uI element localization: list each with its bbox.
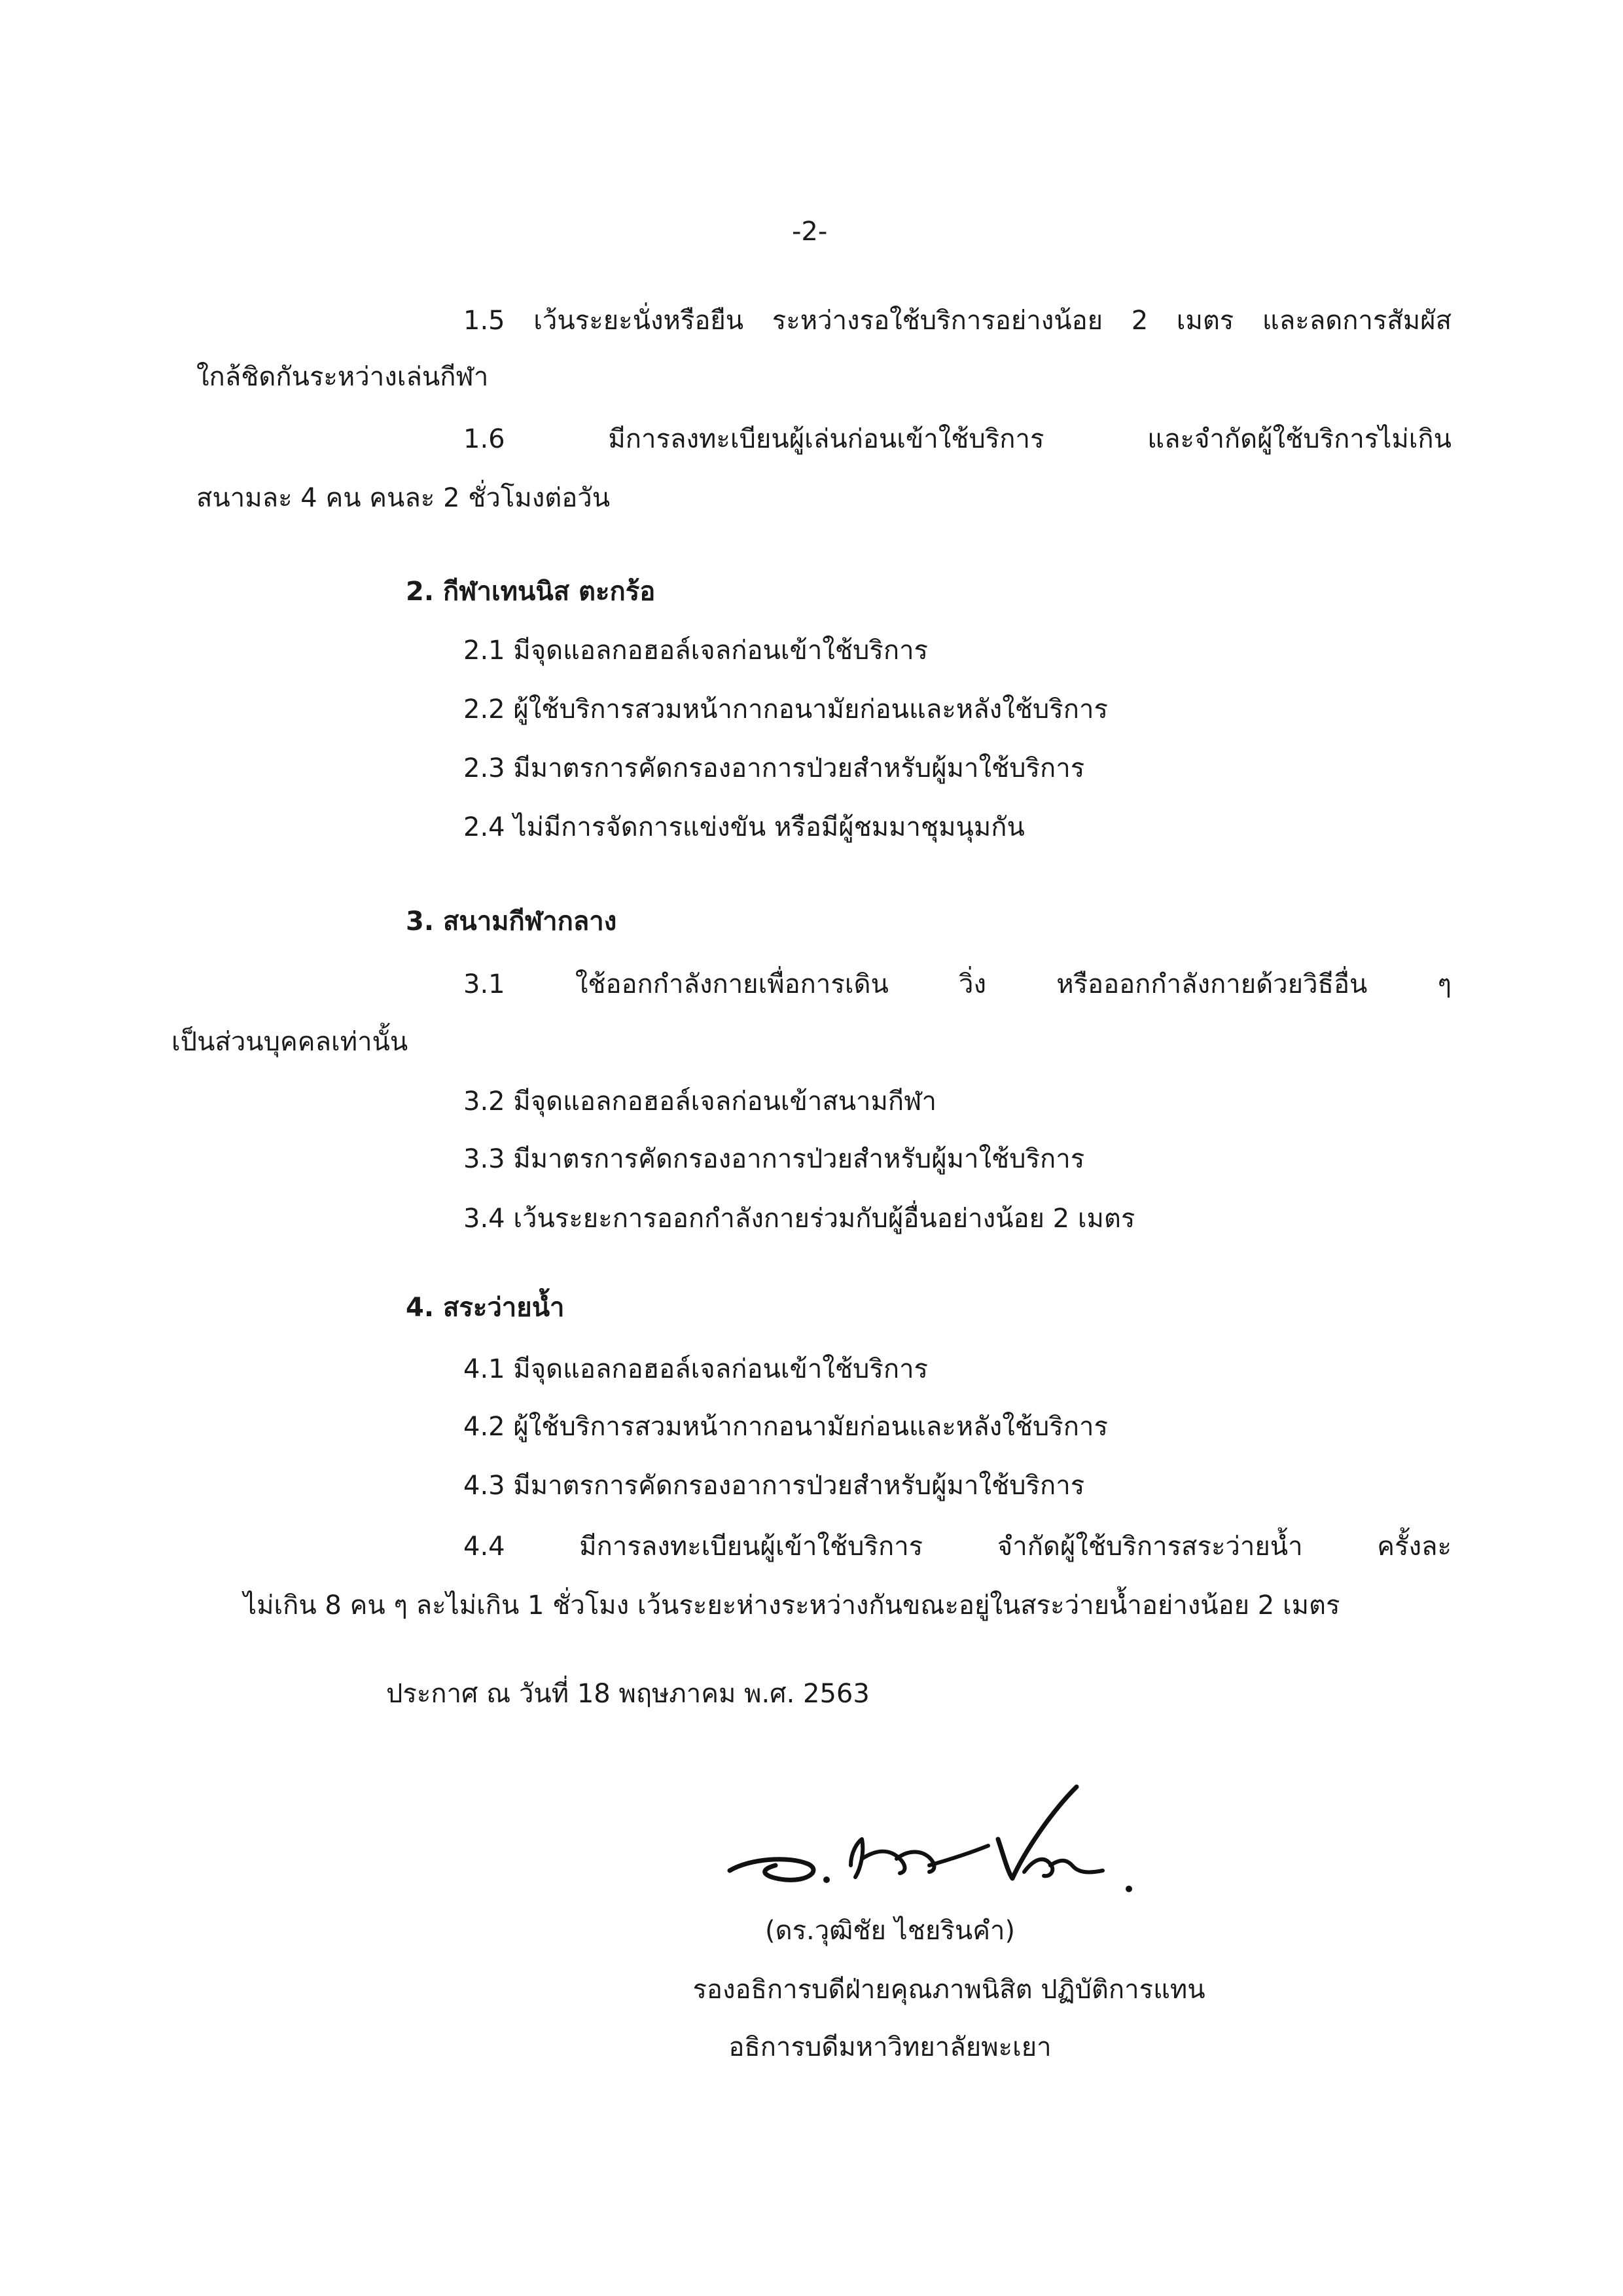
item-3-1-line-1: 3.1 ใช้ออกกำลังกายเพื่อการเดิน วิ่ง หรือออกกำลังกายด้วยวิธีอื่น ๆ xyxy=(463,969,1452,999)
item-3-2: 3.2 มีจุดแอลกอฮอล์เจลก่อนเข้าสนามกีฬา xyxy=(463,1086,936,1117)
item-4-3: 4.3 มีมาตรการคัดกรองอาการป่วยสำหรับผู้มาใช้บริการ xyxy=(463,1471,1085,1501)
item-1-6-line-1: 1.6 มีการลงทะเบียนผู้เล่นก่อนเข้าใช้บริการ และจำกัดผู้ใช้บริการไม่เกิน xyxy=(463,424,1452,454)
section-4-heading: 4. สระว่ายน้ำ xyxy=(406,1293,565,1323)
signatory-title-1: รองอธิการบดีฝ่ายคุณภาพนิสิต ปฏิบัติการแทน xyxy=(692,1975,1205,2005)
item-2-3: 2.3 มีมาตรการคัดกรองอาการป่วยสำหรับผู้มาใช้บริการ xyxy=(463,753,1085,783)
item-3-1-line-2: เป็นส่วนบุคคลเท่านั้น xyxy=(171,1027,408,1057)
page-number: -2- xyxy=(792,217,828,247)
announcement-date: ประกาศ ณ วันที่ 18 พฤษภาคม พ.ศ. 2563 xyxy=(386,1679,870,1709)
item-2-4: 2.4 ไม่มีการจัดการแข่งขัน หรือมีผู้ชมมาชุมนุมกัน xyxy=(463,812,1025,842)
item-4-1: 4.1 มีจุดแอลกอฮอล์เจลก่อนเข้าใช้บริการ xyxy=(463,1354,929,1384)
signature-icon xyxy=(710,1761,1168,1918)
item-4-4-line-1: 4.4 มีการลงทะเบียนผู้เข้าใช้บริการ จำกัดผู้ใช้บริการสระว่ายน้ำ ครั้งละ xyxy=(463,1532,1452,1562)
item-4-2: 4.2 ผู้ใช้บริการสวมหน้ากากอนามัยก่อนและหลังใช้บริการ xyxy=(463,1412,1108,1442)
section-3-heading: 3. สนามกีฬากลาง xyxy=(406,906,617,937)
item-2-2: 2.2 ผู้ใช้บริการสวมหน้ากากอนามัยก่อนและหลังใช้บริการ xyxy=(463,694,1108,725)
signatory-title-2: อธิการบดีมหาวิทยาลัยพะเยา xyxy=(728,2032,1052,2062)
section-2-heading: 2. กีฬาเทนนิส ตะกร้อ xyxy=(406,577,656,607)
item-1-5-line-2: ใกล้ชิดกันระหว่างเล่นกีฬา xyxy=(196,362,489,392)
item-1-5-line-1: 1.5 เว้นระยะนั่งหรือยืน ระหว่างรอใช้บริการอย่างน้อย 2 เมตร และลดการสัมผัส xyxy=(463,306,1452,336)
item-3-3: 3.3 มีมาตรการคัดกรองอาการป่วยสำหรับผู้มาใช้บริการ xyxy=(463,1144,1085,1174)
item-1-6-line-2: สนามละ 4 คน คนละ 2 ชั่วโมงต่อวัน xyxy=(196,483,611,513)
signatory-name: (ดร.วุฒิชัย ไชยรินคำ) xyxy=(764,1916,1016,1946)
item-4-4-line-2: ไม่เกิน 8 คน ๆ ละไม่เกิน 1 ชั่วโมง เว้นระยะห่างระหว่างกันขณะอยู่ในสระว่ายน้ำอย่างน้อย 2 เมตร xyxy=(243,1590,1340,1621)
item-2-1: 2.1 มีจุดแอลกอฮอล์เจลก่อนเข้าใช้บริการ xyxy=(463,636,929,666)
item-3-4: 3.4 เว้นระยะการออกกำลังกายร่วมกับผู้อื่นอย่างน้อย 2 เมตร xyxy=(463,1204,1135,1234)
